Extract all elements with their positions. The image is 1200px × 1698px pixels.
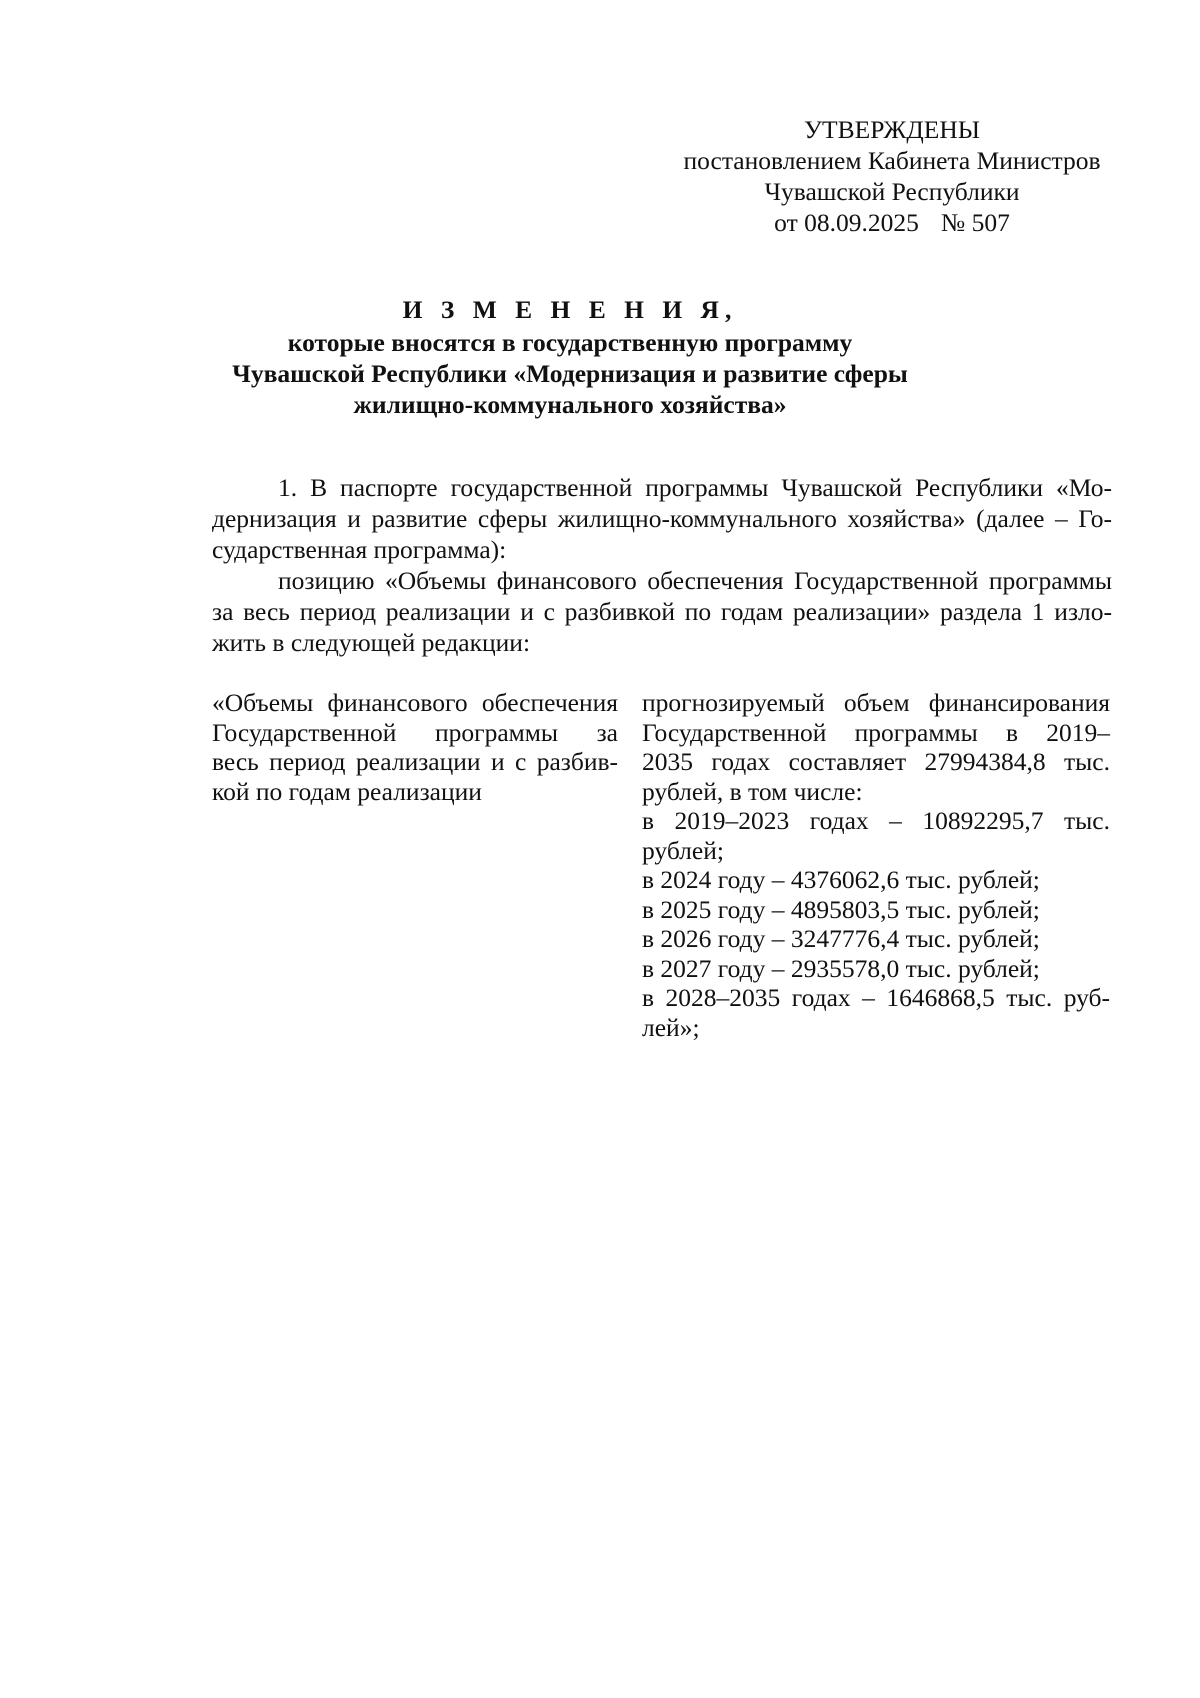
table-value-line: в 2027 году – 2935578,0 тыс. рублей; [642,953,1040,983]
table-value-line: в 2028–2035 годах – 1646868,5 тыс. руб- [642,983,1110,1012]
approval-status: УТВЕРЖДЕНЫ [804,115,980,144]
approval-date-number [672,207,1112,238]
table-label-line: Государственной программы за [212,717,618,747]
title-line-2: Чувашской Республики «Модернизация и развитие сферы [232,359,908,388]
title-line-1: которые вносятся в государственную программу [287,328,853,357]
approval-stamp [672,114,1112,238]
table-label-line: «Объемы финансового обеспечения [212,688,618,717]
table-value-line: в 2025 году – 4895803,5 тыс. рублей; [642,894,1040,924]
document-body [212,472,1112,658]
paragraph-2-line-2: за весь период реализации и с разбивкой по годам реализации» раздела 1 изло- [212,597,1112,626]
table-value-cell [642,688,1110,1042]
table-value-line: рублей, в том числе: [642,776,863,806]
table-value-line: прогнозируемый объем финансирования [642,688,1110,717]
approval-number: № 507 [940,208,1010,237]
approval-authority: постановлением Кабинета Министров [683,146,1101,175]
table-label-cell [212,688,618,806]
paragraph-1 [212,472,1112,565]
paragraph-2 [212,565,1112,658]
table-value-line: Государственной программы в 2019– [642,717,1110,747]
paragraph-2-line-3: жить в следующей редакции: [212,628,531,657]
table-value-line: 2035 годах составляет 27994384,8 тыс. [642,747,1110,776]
table-value-line: лей»; [642,1012,700,1042]
paragraph-1-line-1: 1. В паспорте государственной программы Чувашской Республики «Мо- [278,473,1112,502]
title-line-3: жилищно-коммунального хозяйства» [353,390,787,419]
table-label-line: кой по годам реализации [212,776,482,806]
table-value-line: рублей; [642,835,724,865]
approval-region: Чувашской Республики [764,177,1020,206]
table-label-line: весь период реализации и с разбив- [212,747,618,776]
paragraph-2-line-1: позицию «Объемы финансового обеспечения Государственной программы [278,566,1112,595]
table-value-line: в 2019–2023 годах – 10892295,7 тыс. [642,806,1110,835]
table-value-line: в 2024 году – 4376062,6 тыс. рублей; [642,865,1040,894]
approval-date: от 08.09.2025 [774,208,919,237]
paragraph-1-line-2: дернизация и развитие сферы жилищно-коммунального хозяйства» (далее – Го- [212,504,1112,533]
document-title [200,294,940,420]
title-heading: И З М Е Н Е Н И Я, [402,295,738,324]
table-value-line: в 2026 году – 3247776,4 тыс. рублей; [642,924,1040,953]
paragraph-1-line-3: сударственная программа): [212,535,507,564]
